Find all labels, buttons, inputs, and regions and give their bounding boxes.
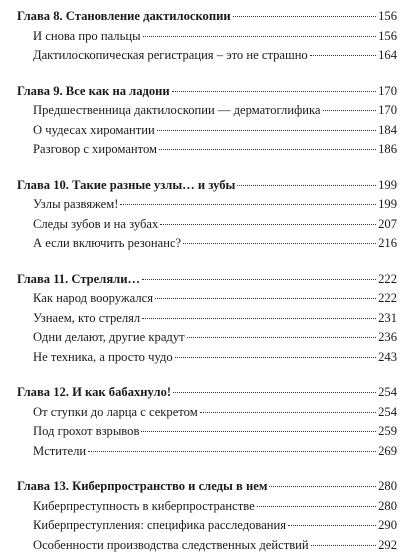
chapter-section xyxy=(17,7,397,66)
section-entry xyxy=(17,536,397,555)
dot-leader xyxy=(187,337,376,338)
section-entry xyxy=(17,27,397,47)
section-title: Узнаем, кто стрелял xyxy=(33,309,140,329)
chapter-heading-entry xyxy=(17,383,397,403)
dot-leader xyxy=(142,279,376,280)
page-number: 254 xyxy=(377,383,397,403)
section-entry xyxy=(17,422,397,442)
chapter-section xyxy=(17,82,397,160)
section-title: Узлы развяжем! xyxy=(33,195,118,215)
chapter-title: Глава 10. Такие разные узлы… и зубы xyxy=(17,176,235,196)
page-number: 184 xyxy=(377,121,397,141)
table-of-contents xyxy=(17,7,397,555)
chapter-title: Глава 8. Становление дактилоскопии xyxy=(17,7,231,27)
dot-leader xyxy=(323,110,377,111)
section-title: Мстители xyxy=(33,442,86,462)
chapter-heading-entry xyxy=(17,176,397,196)
page-number: 164 xyxy=(377,46,397,66)
dot-leader xyxy=(237,185,376,186)
page-number: 199 xyxy=(377,176,397,196)
section-title: Особенности производства следственных действий xyxy=(33,536,309,555)
dot-leader xyxy=(160,224,376,225)
section-title: Под грохот взрывов xyxy=(33,422,139,442)
chapter-title: Глава 9. Все как на ладони xyxy=(17,82,170,102)
dot-leader xyxy=(269,486,376,487)
section-entry xyxy=(17,195,397,215)
section-title: И снова про пальцы xyxy=(33,27,141,47)
section-title: Дактилоскопическая регистрация – это не страшно xyxy=(33,46,308,66)
dot-leader xyxy=(311,545,376,546)
dot-leader xyxy=(143,36,376,37)
section-title: О чудесах хиромантии xyxy=(33,121,155,141)
section-entry xyxy=(17,497,397,517)
page-number: 156 xyxy=(377,27,397,47)
section-title: Разговор с хиромантом xyxy=(33,140,157,160)
chapter-heading-entry xyxy=(17,270,397,290)
page-number: 207 xyxy=(377,215,397,235)
section-entry xyxy=(17,234,397,254)
dot-leader xyxy=(288,525,376,526)
page-number: 222 xyxy=(377,270,397,290)
dot-leader xyxy=(172,91,376,92)
dot-leader xyxy=(310,55,376,56)
section-title: Предшественница дактилоскопии — дерматоглифика xyxy=(33,101,321,121)
chapter-section xyxy=(17,477,397,555)
dot-leader xyxy=(233,16,376,17)
chapter-heading-entry xyxy=(17,82,397,102)
section-entry xyxy=(17,46,397,66)
dot-leader xyxy=(175,357,376,358)
section-title: Киберпреступления: специфика расследования xyxy=(33,516,286,536)
page-number: 170 xyxy=(377,82,397,102)
section-entry xyxy=(17,215,397,235)
page-number: 269 xyxy=(377,442,397,462)
section-title: Как народ вооружался xyxy=(33,289,153,309)
dot-leader xyxy=(120,204,376,205)
dot-leader xyxy=(183,243,376,244)
section-entry xyxy=(17,121,397,141)
chapter-heading-entry xyxy=(17,477,397,497)
section-entry xyxy=(17,516,397,536)
chapter-heading-entry xyxy=(17,7,397,27)
page-number: 231 xyxy=(377,309,397,329)
dot-leader xyxy=(157,130,376,131)
page-number: 222 xyxy=(377,289,397,309)
section-title: Следы зубов и на зубах xyxy=(33,215,158,235)
page-number: 243 xyxy=(377,348,397,368)
chapter-section xyxy=(17,383,397,461)
section-entry xyxy=(17,289,397,309)
section-title: Не техника, а просто чудо xyxy=(33,348,173,368)
page-number: 199 xyxy=(377,195,397,215)
page-number: 186 xyxy=(377,140,397,160)
section-entry xyxy=(17,328,397,348)
section-entry xyxy=(17,140,397,160)
chapter-title: Глава 13. Киберпространство и следы в нем xyxy=(17,477,267,497)
page-number: 170 xyxy=(377,101,397,121)
page-number: 156 xyxy=(377,7,397,27)
dot-leader xyxy=(142,318,376,319)
page-number: 292 xyxy=(377,536,397,555)
page-number: 254 xyxy=(377,403,397,423)
dot-leader xyxy=(155,298,376,299)
dot-leader xyxy=(141,431,376,432)
section-title: Одни делают, другие крадут xyxy=(33,328,185,348)
dot-leader xyxy=(88,451,376,452)
dot-leader xyxy=(257,506,376,507)
chapter-section xyxy=(17,176,397,254)
page-number: 290 xyxy=(377,516,397,536)
chapter-title: Глава 12. И как бабахнуло! xyxy=(17,383,171,403)
page-number: 216 xyxy=(377,234,397,254)
page-number: 236 xyxy=(377,328,397,348)
section-title: А если включить резонанс? xyxy=(33,234,181,254)
section-title: От ступки до ларца с секретом xyxy=(33,403,198,423)
section-entry xyxy=(17,101,397,121)
chapter-section xyxy=(17,270,397,368)
section-entry xyxy=(17,348,397,368)
page-number: 259 xyxy=(377,422,397,442)
page-number: 280 xyxy=(377,497,397,517)
section-entry xyxy=(17,403,397,423)
dot-leader xyxy=(173,392,376,393)
section-title: Киберпреступность в киберпространстве xyxy=(33,497,255,517)
chapter-title: Глава 11. Стреляли… xyxy=(17,270,140,290)
section-entry xyxy=(17,442,397,462)
section-entry xyxy=(17,309,397,329)
dot-leader xyxy=(159,149,376,150)
dot-leader xyxy=(200,412,376,413)
page-number: 280 xyxy=(377,477,397,497)
